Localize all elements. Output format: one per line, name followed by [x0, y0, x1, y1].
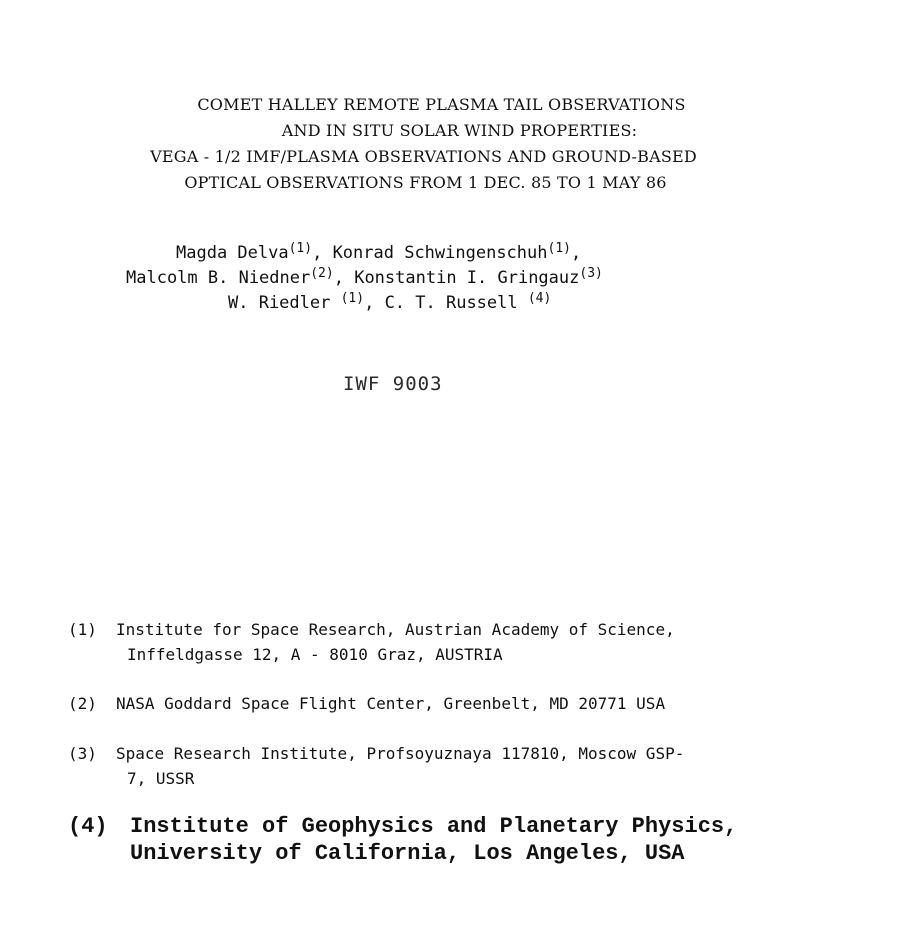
affiliation-marker: (3) — [68, 744, 97, 763]
author-name: W. Riedler — [228, 293, 341, 313]
author-name: Konrad Schwingenschuh — [332, 243, 548, 263]
author-affiliation-ref: (1) — [340, 291, 365, 306]
affiliation-text: Space Research Institute, Profsoyuznaya 117810, Moscow GSP- — [116, 744, 685, 763]
author-affiliation-ref: (2) — [310, 266, 334, 281]
author-affiliation-ref: (1) — [547, 241, 571, 256]
author-separator: , — [364, 293, 385, 313]
affiliation-item — [68, 813, 888, 867]
title-line: OPTICAL OBSERVATIONS FROM 1 DEC. 85 TO 1 MAY 86 — [184, 173, 667, 192]
affiliation-item — [68, 741, 888, 791]
affiliation-marker: (1) — [68, 620, 97, 639]
author-affiliation-ref: (4) — [527, 291, 552, 306]
author-name: C. T. Russell — [384, 293, 528, 313]
affiliation-text: Inffeldgasse 12, A - 8010 Graz, AUSTRIA — [127, 645, 503, 664]
author-name: Magda Delva — [176, 243, 289, 263]
author-line — [126, 265, 603, 291]
affiliation-text: NASA Goddard Space Flight Center, Greenbelt, MD 20771 USA — [116, 694, 666, 713]
author-separator: , — [333, 268, 355, 288]
document-title — [0, 92, 913, 196]
author-separator: , — [312, 243, 333, 263]
affiliation-item — [68, 617, 888, 667]
author-affiliation-ref: (3) — [579, 266, 603, 281]
affiliation-text: University of California, Los Angeles, USA — [130, 841, 685, 866]
report-number: IWF 9003 — [343, 373, 443, 395]
author-line — [176, 240, 581, 266]
author-line — [228, 290, 551, 316]
author-name: Konstantin I. Gringauz — [354, 268, 580, 288]
affiliation-marker: (2) — [68, 694, 97, 713]
title-line: VEGA - 1/2 IMF/PLASMA OBSERVATIONS AND GROUND-BASED — [150, 147, 697, 166]
affiliation-text: 7, USSR — [127, 769, 195, 788]
affiliation-marker: (4) — [68, 814, 108, 839]
affiliation-text: Institute of Geophysics and Planetary Physics, — [130, 814, 738, 839]
title-line: COMET HALLEY REMOTE PLASMA TAIL OBSERVATIONS — [197, 95, 686, 114]
author-separator: , — [570, 243, 582, 263]
author-affiliation-ref: (1) — [288, 241, 313, 256]
affiliation-item — [68, 691, 888, 716]
title-line: AND IN SITU SOLAR WIND PROPERTIES: — [281, 121, 638, 140]
author-name: Malcolm B. Niedner — [126, 268, 311, 288]
affiliation-text: Institute for Space Research, Austrian Academy of Science, — [116, 620, 675, 639]
